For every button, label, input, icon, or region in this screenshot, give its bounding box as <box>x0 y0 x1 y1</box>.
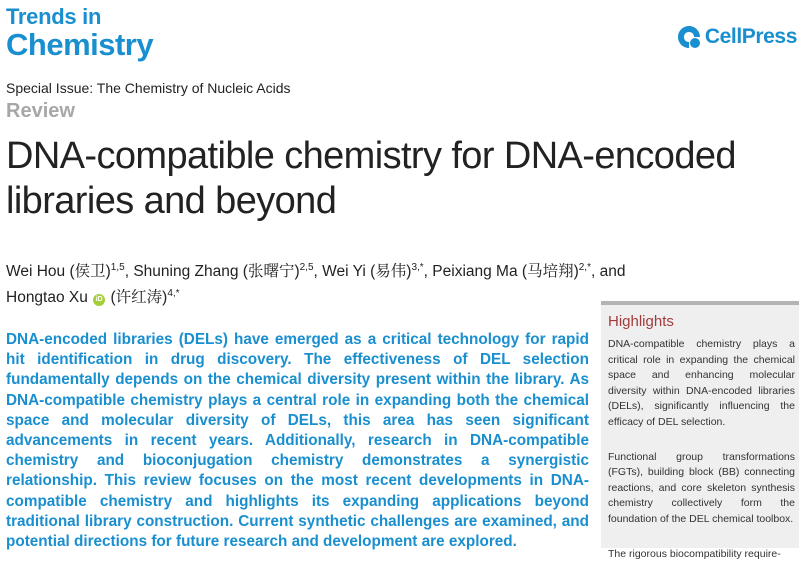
abstract: DNA-encoded libraries (DELs) have emerged as a critical technology for rapid hit identification in drug discovery. The effectiveness of DEL selection fundamentally depends on the chemical diversity present within the library. As DNA-compatible chemistry plays a central role in expanding both the chemical space and molecular diversity of DELs, this area has seen significant advancements in recent years. Additionally, research in DNA-compatible chemistry and bioconjugation chemistry demonstrates a synergistic relationship. This review focuses on the most recent developments in DNA-compatible chemistry and highlights its expanding applications beyond traditional library construction. Current synthetic challenges are examined, and potential directions for future research and development are explored. <box>6 331 589 551</box>
publisher-logo <box>676 24 797 50</box>
cellpress-logo-icon <box>676 24 702 50</box>
article-type: Review <box>6 100 75 122</box>
author: Peixiang Ma (马培翔)$^{2,*}$, and <box>432 262 626 280</box>
highlight-item: DNA-compatible chemistry plays a critical role in expanding the chemical space and enhancing molecular diversity within DNA-encoded libraries (DELs), significantly influencing the efficacy of DEL selection. <box>608 338 795 428</box>
author: Wei Hou (侯卫)$^{1,5}$, <box>6 262 134 280</box>
highlight-item: Functional group transformations (FGTs), building block (BB) connecting reactions, and core skeleton synthesis chemistry collectively form the foundation of the DEL chemical toolbox. <box>608 450 795 525</box>
special-issue-label: Special Issue: The Chemistry of Nucleic Acids <box>6 80 291 96</box>
publisher-name: CellPress <box>704 25 797 48</box>
article-title: DNA-compatible chemistry for DNA-encoded libraries and beyond <box>6 135 736 222</box>
highlights-box <box>601 301 799 560</box>
journal-name-line2: Chemistry <box>6 27 154 62</box>
highlights-heading: Highlights <box>608 313 674 330</box>
highlight-item: The rigorous biocompatibility require- <box>608 547 781 560</box>
journal-logo <box>6 6 153 60</box>
author: Wei Yi (易伟)$^{3,*}$, <box>322 262 433 280</box>
author: Hongtao Xu iD (许红涛)$^{4,*}$ <box>6 288 180 306</box>
orcid-icon[interactable]: iD <box>93 294 105 306</box>
journal-name-line1: Trends in <box>6 4 102 29</box>
author: Shuning Zhang (张曙宁)$^{2,5}$, <box>133 262 323 280</box>
